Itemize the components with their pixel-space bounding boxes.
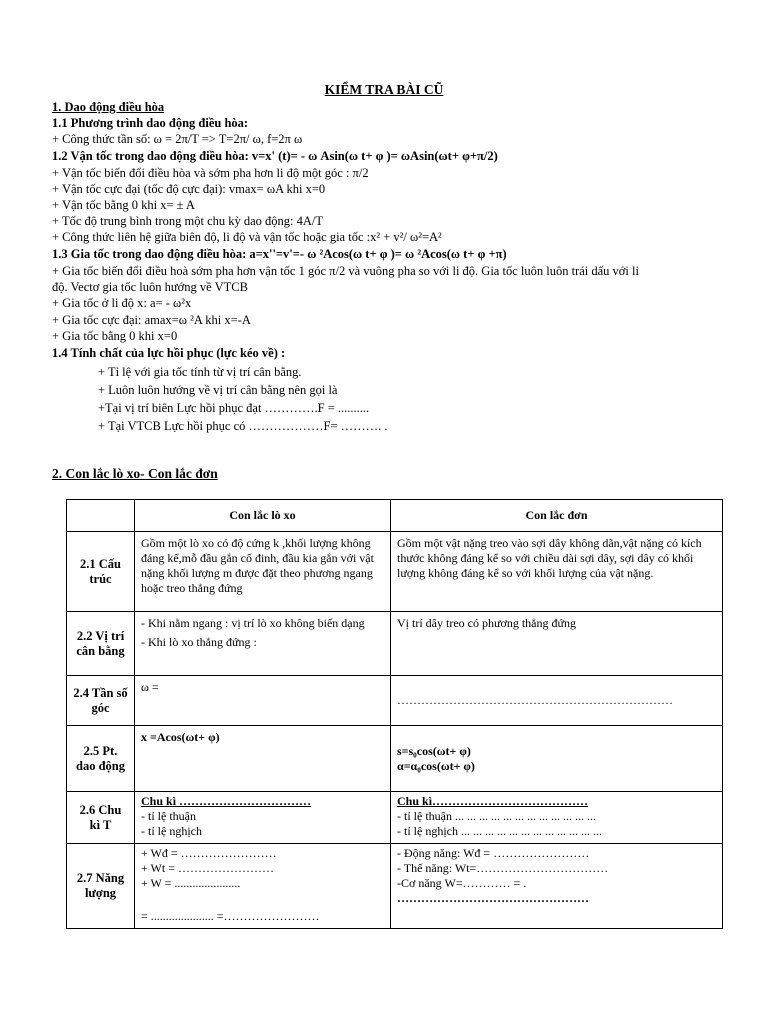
table-header-row bbox=[67, 500, 723, 532]
section14-line: + Tại VTCB Lực hồi phục có ………………F= ………. . bbox=[98, 419, 388, 433]
cell-text: x =Acos(ωt+ φ) bbox=[141, 730, 220, 744]
table-row bbox=[67, 532, 723, 612]
section12-heading: 1.2 Vận tốc trong dao động điều hòa: v=x' (t)= - ω Asin(ω t+ φ )= ωAsin(ωt+ φ+π/2) bbox=[52, 149, 498, 163]
cell-text: ………………………………………… bbox=[397, 891, 589, 905]
section12-line: + Tốc độ trung bình trong một chu kỳ dao động: 4A/T bbox=[52, 214, 324, 228]
table-row bbox=[67, 612, 723, 676]
table-row bbox=[67, 726, 723, 792]
page-title: KIỂM TRA BÀI CŨ bbox=[324, 82, 444, 97]
section13-line: + Gia tốc ở li độ x: a= - ω²x bbox=[52, 296, 192, 310]
comparison-table bbox=[66, 499, 723, 929]
spring-cell bbox=[135, 676, 391, 726]
cell-text: - tỉ lệ thuận bbox=[141, 809, 196, 823]
section12-line: + Vận tốc cực đại (tốc độ cực đại): vmax= ωA khi x=0 bbox=[52, 182, 326, 196]
cell-text: Vị trí dây treo có phương thẳng đứng bbox=[397, 616, 576, 630]
cell-text: s=s₀cos(ωt+ φ) bbox=[397, 743, 471, 758]
cell-text: Gồm một vật nặng treo vào sợi dây không dãn,vật nặng có kích thước không đáng kể so với chiều dài sợi dây, sợi dây có khối lượng không đáng kể so với khối lượng của vật nặng. bbox=[397, 536, 702, 580]
section13-line: + Gia tốc biến đổi điều hoà sớm pha hơn vận tốc 1 góc π/2 và vuông pha so với li độ. Gia tốc luôn luôn trái dấu với li bbox=[52, 264, 639, 278]
spring-cell bbox=[135, 726, 391, 792]
spring-cell bbox=[135, 844, 391, 929]
cell-text: Chu kì………………………………… bbox=[397, 794, 589, 808]
header-cell-empty bbox=[67, 500, 135, 532]
cell-text: -Cơ năng W=………… = . bbox=[397, 876, 527, 890]
table-row bbox=[67, 792, 723, 844]
header-cell-spring: Con lắc lò xo bbox=[135, 500, 391, 532]
row-label: 2.6 Chu kì T bbox=[67, 792, 135, 844]
cell-text: - Khi nằm ngang : vị trí lò xo không biến dạng bbox=[141, 616, 365, 630]
pendulum-cell bbox=[391, 612, 723, 676]
cell-text: + W = ...................... bbox=[141, 876, 241, 890]
cell-text: + Wt = …………………… bbox=[141, 861, 274, 875]
section12-line: + Vận tốc bằng 0 khi x= ± A bbox=[52, 198, 195, 212]
section12-line: + Vận tốc biến đổi điều hòa và sớm pha hơn li độ một góc : π/2 bbox=[52, 166, 369, 180]
cell-text: - tỉ lệ nghịch ... ... ... ... ... ... ... ... ... ... ... ... bbox=[397, 824, 602, 838]
pendulum-cell bbox=[391, 726, 723, 792]
section14-heading: 1.4 Tính chất của lực hồi phục (lực kéo về) : bbox=[52, 346, 286, 360]
section14-line: + Luôn luôn hướng về vị trí cân bằng nên gọi là bbox=[98, 383, 338, 397]
cell-text: = ..................... =…………………… bbox=[141, 909, 320, 923]
row-label: 2.4 Tần số góc bbox=[67, 676, 135, 726]
section13-line: độ. Vectơ gia tốc luôn hướng về VTCB bbox=[52, 280, 248, 294]
section11-heading: 1.1 Phương trình dao động điều hòa: bbox=[52, 116, 249, 130]
section14-line: + Tỉ lệ với gia tốc tính từ vị trí cân bằng. bbox=[98, 365, 302, 379]
cell-text: - Động năng: Wđ = …………………… bbox=[397, 846, 590, 860]
section13-heading: 1.3 Gia tốc trong dao động điều hòa: a=x''=v'=- ω ²Acos(ω t+ φ )= ω ²Acos(ω t+ φ +π) bbox=[52, 247, 507, 261]
table-row bbox=[67, 676, 723, 726]
cell-text: ω = bbox=[141, 680, 159, 694]
row-label: 2.5 Pt. dao động bbox=[67, 726, 135, 792]
cell-text: Chu kì …………………………… bbox=[141, 794, 312, 808]
spring-cell bbox=[135, 612, 391, 676]
section13-line: + Gia tốc bằng 0 khi x=0 bbox=[52, 329, 178, 343]
row-label: 2.7 Năng lượng bbox=[67, 844, 135, 929]
section1-heading: 1. Dao động điều hòa bbox=[52, 100, 165, 114]
cell-text: - tỉ lệ thuận ... ... ... ... ... ... ... ... ... ... ... ... bbox=[397, 809, 596, 823]
pendulum-cell bbox=[391, 532, 723, 612]
pendulum-cell bbox=[391, 844, 723, 929]
cell-text: Gồm một lò xo có độ cứng k ,khối lượng không đáng kể,mỗ đầu gắn cố đinh, đầu kia gắn với vật nặng khối lượng m được đặt theo phương ngang hoặc treo thẳng đứng bbox=[141, 536, 374, 595]
cell-text: + Wđ = …………………… bbox=[141, 846, 277, 860]
table-row bbox=[67, 844, 723, 929]
section2-heading: 2. Con lắc lò xo- Con lắc đơn bbox=[52, 466, 218, 481]
row-label: 2.1 Cấu trúc bbox=[67, 532, 135, 612]
section13-line: + Gia tốc cực đại: amax=ω ²A khi x=-A bbox=[52, 313, 251, 327]
cell-text: …………………………………………………………… bbox=[397, 693, 673, 707]
header-cell-pendulum: Con lắc đơn bbox=[391, 500, 723, 532]
cell-text: α=α₀cos(ωt+ φ) bbox=[397, 758, 475, 773]
section12-line: + Công thức liên hệ giữa biên độ, li độ và vận tốc hoặc gia tốc :x² + v²/ ω²=A² bbox=[52, 230, 442, 244]
row-label: 2.2 Vị trí cân bằng bbox=[67, 612, 135, 676]
cell-text: - Thế năng: Wt=…………………………… bbox=[397, 861, 609, 875]
spring-cell bbox=[135, 792, 391, 844]
spring-cell bbox=[135, 532, 391, 612]
pendulum-cell bbox=[391, 676, 723, 726]
section11-line: + Công thức tần số: ω = 2π/T => T=2π/ ω, f=2π ω bbox=[52, 132, 303, 146]
pendulum-cell bbox=[391, 792, 723, 844]
cell-text: - Khi lò xo thẳng đứng : bbox=[141, 635, 257, 649]
cell-text: - tỉ lệ nghịch bbox=[141, 824, 202, 838]
section14-line: +Tại vị trí biên Lực hồi phục đạt ………….F = .......... bbox=[98, 401, 370, 415]
